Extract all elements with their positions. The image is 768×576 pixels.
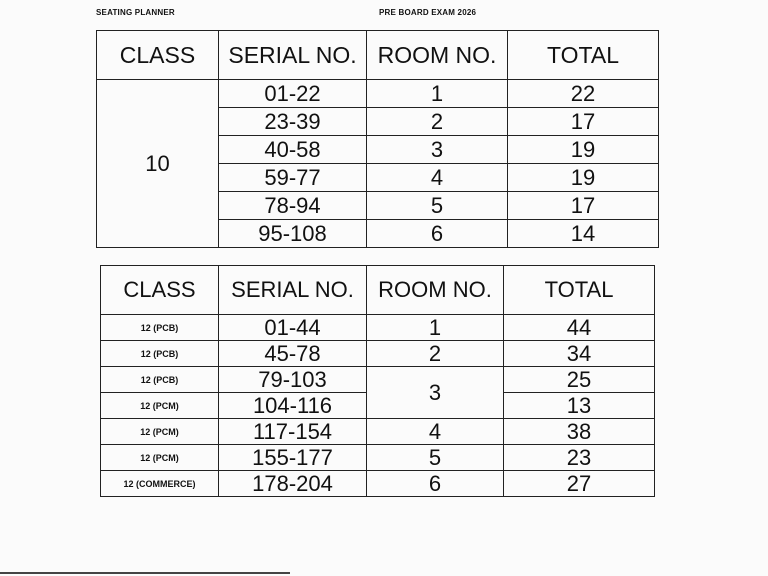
serial-cell: 23-39 [219, 108, 367, 136]
total-cell: 23 [504, 445, 655, 471]
class-cell: 12 (PCB) [101, 315, 219, 341]
total-cell: 25 [504, 367, 655, 393]
serial-cell: 40-58 [219, 136, 367, 164]
room-cell: 5 [367, 192, 508, 220]
table-header-row [101, 266, 655, 315]
class-cell: 12 (PCB) [101, 367, 219, 393]
serial-cell: 104-116 [219, 393, 367, 419]
serial-cell: 155-177 [219, 445, 367, 471]
column-header-room: ROOM NO. [367, 266, 504, 315]
room-cell: 3 [367, 367, 504, 419]
room-cell: 2 [367, 341, 504, 367]
total-cell: 38 [504, 419, 655, 445]
room-cell: 1 [367, 80, 508, 108]
serial-cell: 45-78 [219, 341, 367, 367]
total-cell: 34 [504, 341, 655, 367]
total-cell: 44 [504, 315, 655, 341]
total-cell: 14 [508, 220, 659, 248]
total-cell: 13 [504, 393, 655, 419]
total-cell: 17 [508, 108, 659, 136]
class-12-seating-table [100, 265, 655, 497]
serial-cell: 01-22 [219, 80, 367, 108]
column-header-class: CLASS [101, 266, 219, 315]
serial-cell: 59-77 [219, 164, 367, 192]
total-cell: 22 [508, 80, 659, 108]
class-cell: 12 (PCM) [101, 445, 219, 471]
serial-cell: 01-44 [219, 315, 367, 341]
table-row [101, 367, 655, 393]
room-cell: 4 [367, 164, 508, 192]
serial-cell: 95-108 [219, 220, 367, 248]
document-title: SEATING PLANNER [96, 8, 175, 17]
class-10-seating-table [96, 30, 659, 248]
column-header-class: CLASS [97, 31, 219, 80]
class-cell: 12 (PCM) [101, 393, 219, 419]
room-cell: 1 [367, 315, 504, 341]
class-cell: 12 (PCB) [101, 341, 219, 367]
total-cell: 17 [508, 192, 659, 220]
table-row [101, 445, 655, 471]
class-cell: 12 (PCM) [101, 419, 219, 445]
table-row [101, 419, 655, 445]
class-cell: 12 (COMMERCE) [101, 471, 219, 497]
room-cell: 4 [367, 419, 504, 445]
room-cell: 6 [367, 220, 508, 248]
serial-cell: 117-154 [219, 419, 367, 445]
table-row [101, 471, 655, 497]
table-row [101, 341, 655, 367]
exam-title: PRE BOARD EXAM 2026 [379, 8, 477, 17]
table-row [101, 315, 655, 341]
room-cell: 5 [367, 445, 504, 471]
column-header-serial: SERIAL NO. [219, 266, 367, 315]
class-cell: 10 [97, 80, 219, 248]
room-cell: 3 [367, 136, 508, 164]
column-header-total: TOTAL [508, 31, 659, 80]
column-header-total: TOTAL [504, 266, 655, 315]
serial-cell: 178-204 [219, 471, 367, 497]
scan-edge-line [0, 572, 290, 574]
total-cell: 27 [504, 471, 655, 497]
room-cell: 2 [367, 108, 508, 136]
total-cell: 19 [508, 164, 659, 192]
serial-cell: 79-103 [219, 367, 367, 393]
column-header-room: ROOM NO. [367, 31, 508, 80]
total-cell: 19 [508, 136, 659, 164]
column-header-serial: SERIAL NO. [219, 31, 367, 80]
room-cell: 6 [367, 471, 504, 497]
table-header-row [97, 31, 659, 80]
serial-cell: 78-94 [219, 192, 367, 220]
table-row [97, 80, 659, 108]
